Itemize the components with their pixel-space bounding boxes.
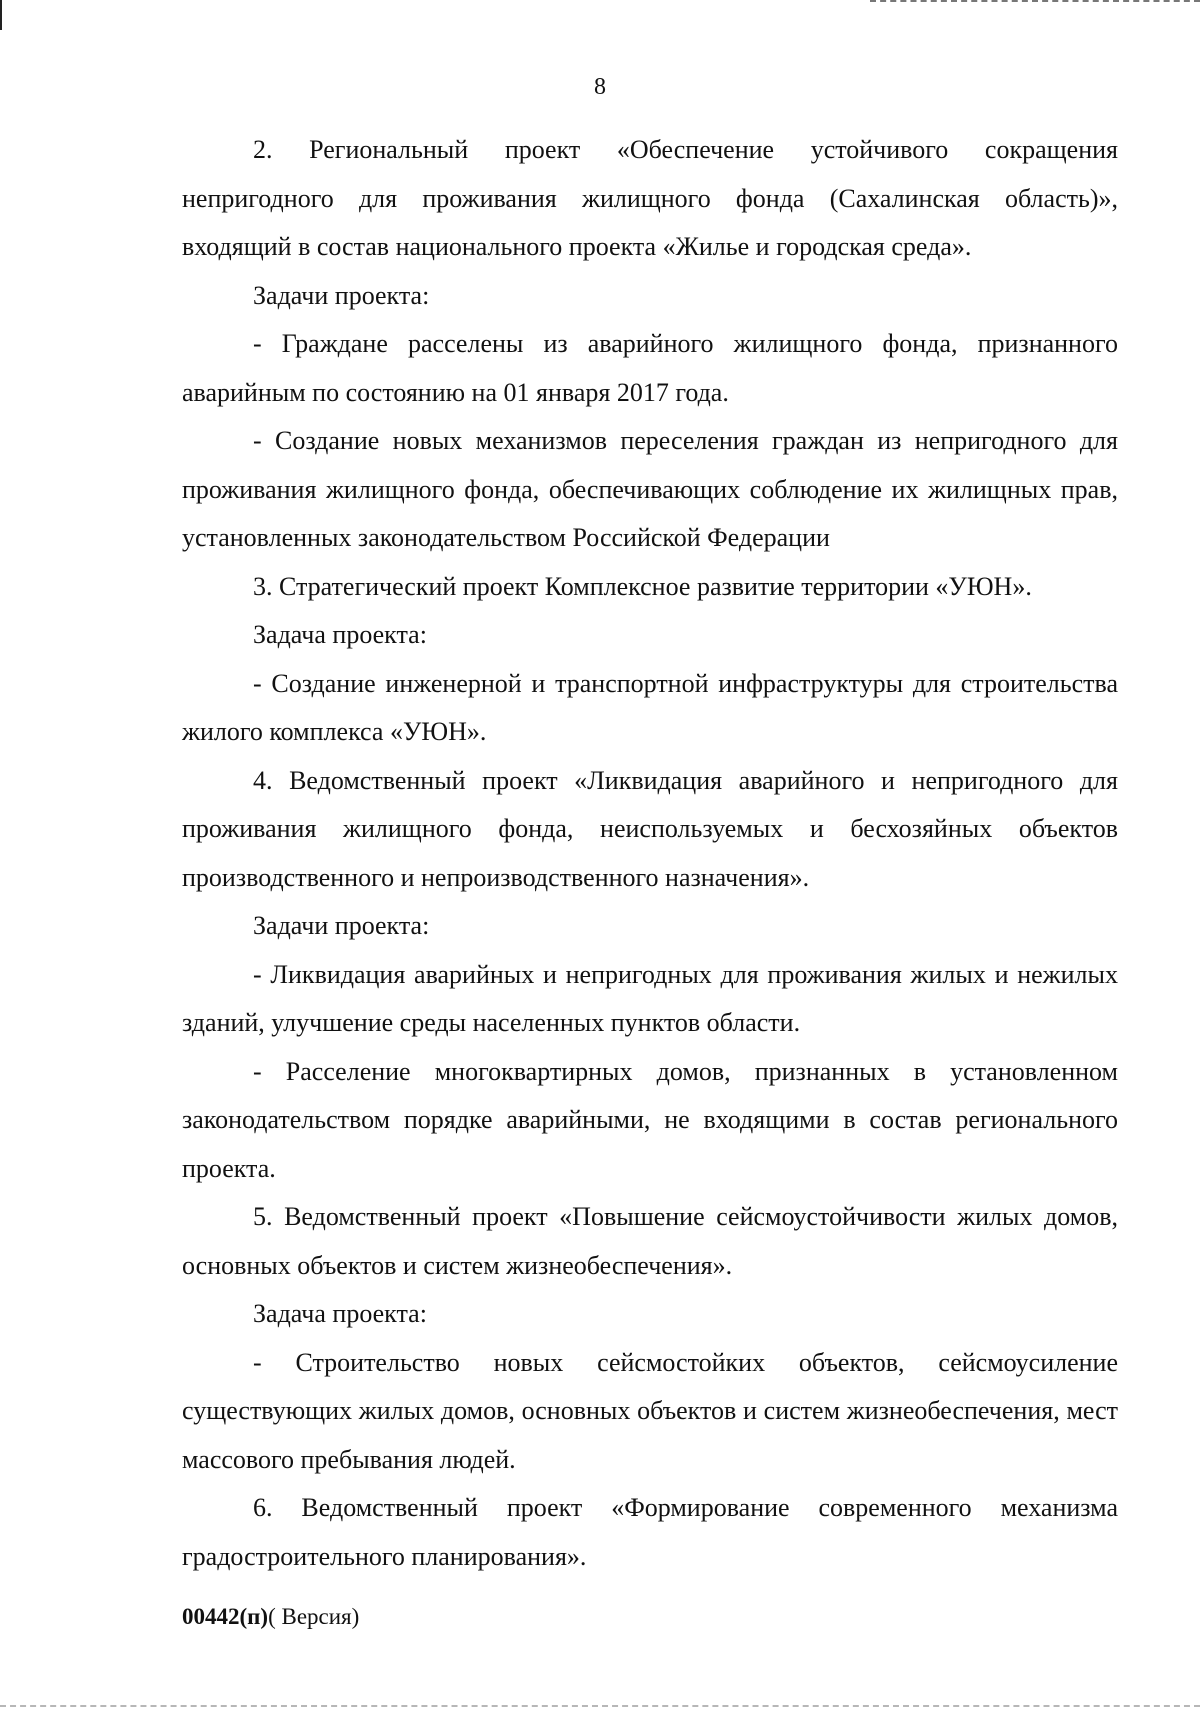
paragraph: 5. Ведомственный проект «Повышение сейсмоустойчивости жилых домов, основных объектов и систем жизнеобеспечения». [182,1202,1118,1280]
paragraph: - Строительство новых сейсмостойких объектов, сейсмоусиление существующих жилых домов, основных объектов и систем жизнеобеспечения, мест массового пребывания людей. [182,1347,1118,1474]
page-number: 8 [594,74,606,100]
paragraph: Задачи проекта: [253,280,430,310]
footer-code: 00442(п) [182,1604,269,1629]
document-footer [182,1604,359,1630]
scan-edge-mark [0,1702,1200,1707]
footer-version: ( Версия) [268,1604,360,1629]
paragraph: 4. Ведомственный проект «Ликвидация аварийного и непригодного для проживания жилищного фонда, неиспользуемых и бесхозяйных объектов производственного и непроизводственного назначения». [182,765,1118,892]
paragraph: Задача проекта: [253,620,427,649]
paragraph: Задача проекта: [253,1299,427,1328]
paragraph: - Ликвидация аварийных и непригодных для проживания жилых и нежилых зданий, улучшение среды населенных пунктов области. [182,959,1118,1037]
scan-edge-mark [870,0,1200,5]
scan-edge-mark [0,0,2,30]
paragraph: - Создание инженерной и транспортной инфраструктуры для строительства жилого комплекса «УЮН». [182,668,1118,746]
paragraph: - Расселение многоквартирных домов, признанных в установленном законодательством порядке аварийными, не входящими в состав регионального проекта. [182,1056,1118,1183]
paragraph: Задачи проекта: [253,911,430,940]
paragraph: - Граждане расселены из аварийного жилищного фонда, признанного аварийным по состоянию на 01 января 2017 года. [182,329,1118,407]
paragraph: - Создание новых механизмов переселения граждан из непригодного для проживания жилищного фонда, обеспечивающих соблюдение их жилищных прав, установленных законодательством Российской Федерации [182,426,1118,552]
document-body [182,126,1118,1581]
paragraph: 6. Ведомственный проект «Формирование современного механизма градостроительного планирования». [182,1493,1118,1571]
paragraph: 3. Стратегический проект Комплексное развитие территории «УЮН». [253,571,1032,601]
paragraph: 2. Региональный проект «Обеспечение устойчивого сокращения непригодного для проживания жилищного фонда (Сахалинская область)», входящий в состав национального проекта «Жилье и городская среда». [182,135,1118,261]
